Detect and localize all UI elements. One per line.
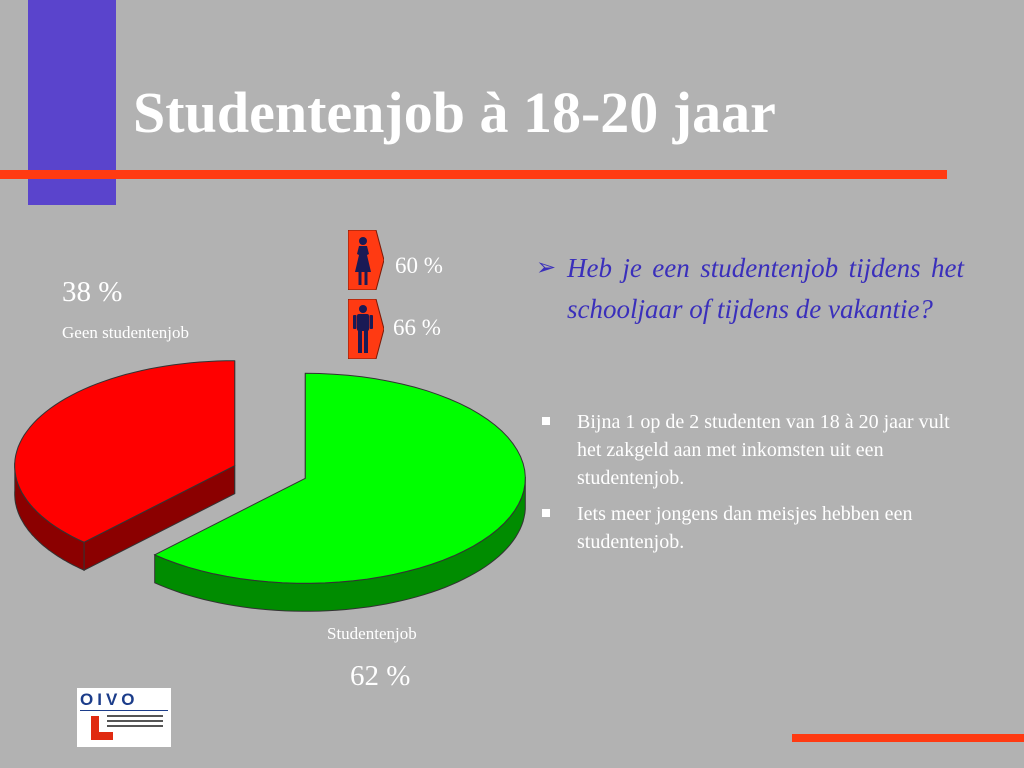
slice-pct-geen-studentenjob: 38 %	[62, 276, 123, 308]
logo-fine-print	[107, 715, 163, 730]
male-percentage: 66 %	[393, 315, 441, 340]
male-badge	[348, 299, 384, 359]
bullet-text: Bijna 1 op de 2 studenten van 18 à 20 jaar vult het zakgeld aan met inkomsten uit een studentenjob.	[577, 411, 950, 489]
pie-slice-top	[15, 361, 235, 543]
bottom-rule	[792, 734, 1024, 742]
female-badge	[348, 230, 384, 290]
bullet-item	[540, 500, 968, 556]
square-bullet-icon	[542, 417, 550, 425]
bullet-item	[540, 408, 968, 492]
logo-rule	[80, 710, 168, 711]
oivo-logo	[77, 688, 171, 747]
slice-pct-studentenjob: 62 %	[350, 660, 411, 692]
bullet-list	[540, 408, 968, 564]
slice-label-geen-studentenjob: Geen studentenjob	[62, 323, 189, 342]
female-percentage: 60 %	[395, 253, 443, 278]
logo-text: OIVO	[80, 690, 139, 709]
logo-mark	[91, 732, 113, 740]
slide-title: Studentenjob à 18-20 jaar	[133, 80, 776, 145]
square-bullet-icon	[542, 509, 550, 517]
slice-label-studentenjob: Studentenjob	[327, 624, 417, 643]
bullet-text: Iets meer jongens dan meisjes hebben een studentenjob.	[577, 503, 913, 553]
arrow-bullet-icon: ➢	[536, 255, 557, 281]
question-text: Heb je een studentenjob tijdens het schooljaar of tijdens de vakantie?	[567, 253, 964, 324]
question-block	[536, 248, 964, 330]
